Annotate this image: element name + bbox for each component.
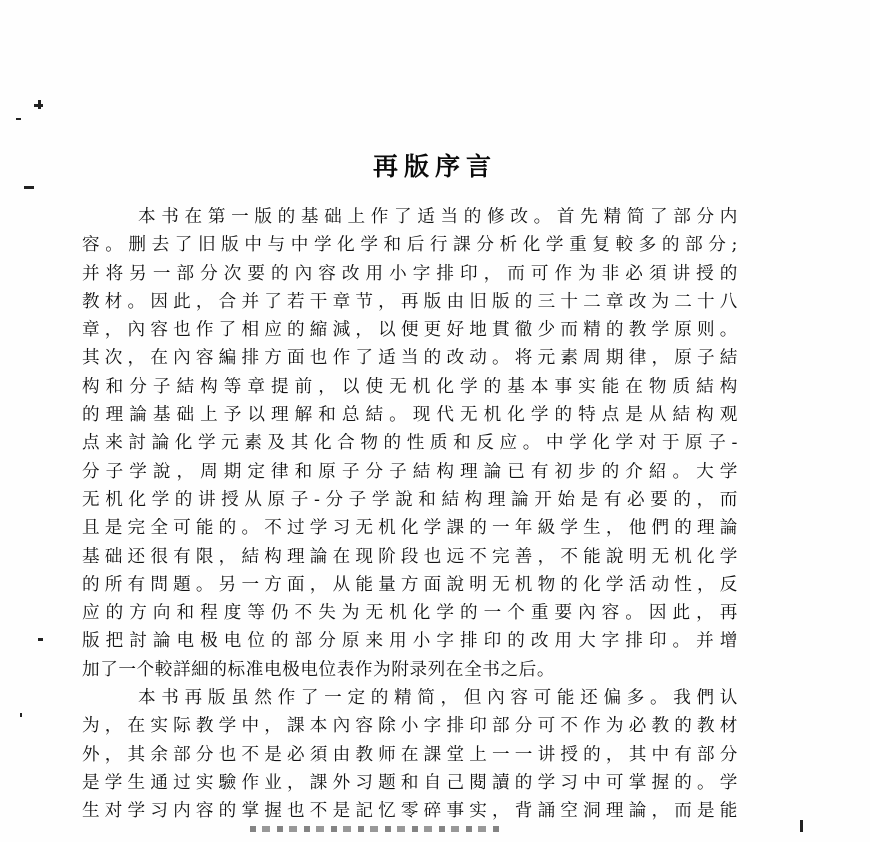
- text-line: 应的方向和程度等仍不失为无机化学的一个重要內容。因此，再: [82, 603, 738, 624]
- text-line: 版把討論电极电位的部分原来用小字排印的改用大字排印。并增: [82, 631, 738, 652]
- text-line: 其次，在內容編排方面也作了适当的改动。将元素周期律，原子結: [82, 348, 738, 369]
- scan-smudge: [250, 826, 500, 832]
- text-line: 的所有問題。另一方面，从能量方面說明无机物的化学活动性，反: [82, 574, 738, 595]
- text-line: 的理論基础上予以理解和总結。现代无机化学的特点是从結构观: [82, 405, 738, 426]
- body-text: [82, 203, 738, 826]
- text-line: 加了一个較詳細的标准电极电位表作为附录列在全书之后。: [82, 659, 556, 680]
- text-line: 基础还很有限，結构理論在现阶段也远不完善，不能說明无机化学: [82, 546, 738, 567]
- scan-mark: [800, 820, 803, 832]
- text-line: 本书再版虽然作了一定的精简，但內容可能还偏多。我們认: [138, 688, 738, 709]
- text-line: 构和分子結构等章提前，以使无机化学的基本事实能在物质結构: [82, 376, 738, 397]
- text-line: 并将另一部分次要的內容改用小字排印，而可作为非必須讲授的: [82, 263, 738, 284]
- text-line: 分子学說，周期定律和原子分子結构理論已有初步的介紹。大学: [82, 461, 738, 482]
- text-line: 为，在实际教学中，課本內容除小字排印部分可不作为必教的教材: [82, 716, 738, 737]
- text-line: 本书在第一版的基础上作了适当的修改。首先精简了部分内: [138, 207, 738, 227]
- text-line: 生对学习内容的掌握也不是記忆零碎事实，背誦空洞理論，而是能: [82, 801, 738, 822]
- text-line: 教材。因此，合并了若干章节，再版由旧版的三十二章改为二十八: [82, 291, 738, 312]
- page-title: 再版序言: [372, 152, 497, 181]
- scan-mark: [38, 100, 41, 109]
- text-line: 容。删去了旧版中与中学化学和后行課分析化学重复較多的部分;: [82, 235, 738, 256]
- text-line: 点来討論化学元素及其化合物的性质和反应。中学化学对于原子-: [82, 433, 738, 454]
- text-line: 是学生通过实驗作业，課外习题和自己閱讀的学习中可掌握的。学: [82, 772, 738, 793]
- text-line: 无机化学的讲授从原子-分子学說和結构理論开始是有必要的，而: [82, 489, 738, 510]
- scan-mark: [16, 118, 21, 120]
- text-line: 且是完全可能的。不过学习无机化学課的一年級学生，他們的理論: [82, 518, 738, 539]
- text-line: 章，內容也作了相应的縮減，以便更好地貫徹少而精的教学原则。: [82, 320, 738, 341]
- scan-mark: [24, 186, 34, 189]
- scan-mark: [20, 713, 22, 717]
- text-line: 外，其余部分也不是必須由教师在課堂上一一讲授的，其中有部分: [82, 744, 738, 765]
- scan-mark: [38, 638, 43, 641]
